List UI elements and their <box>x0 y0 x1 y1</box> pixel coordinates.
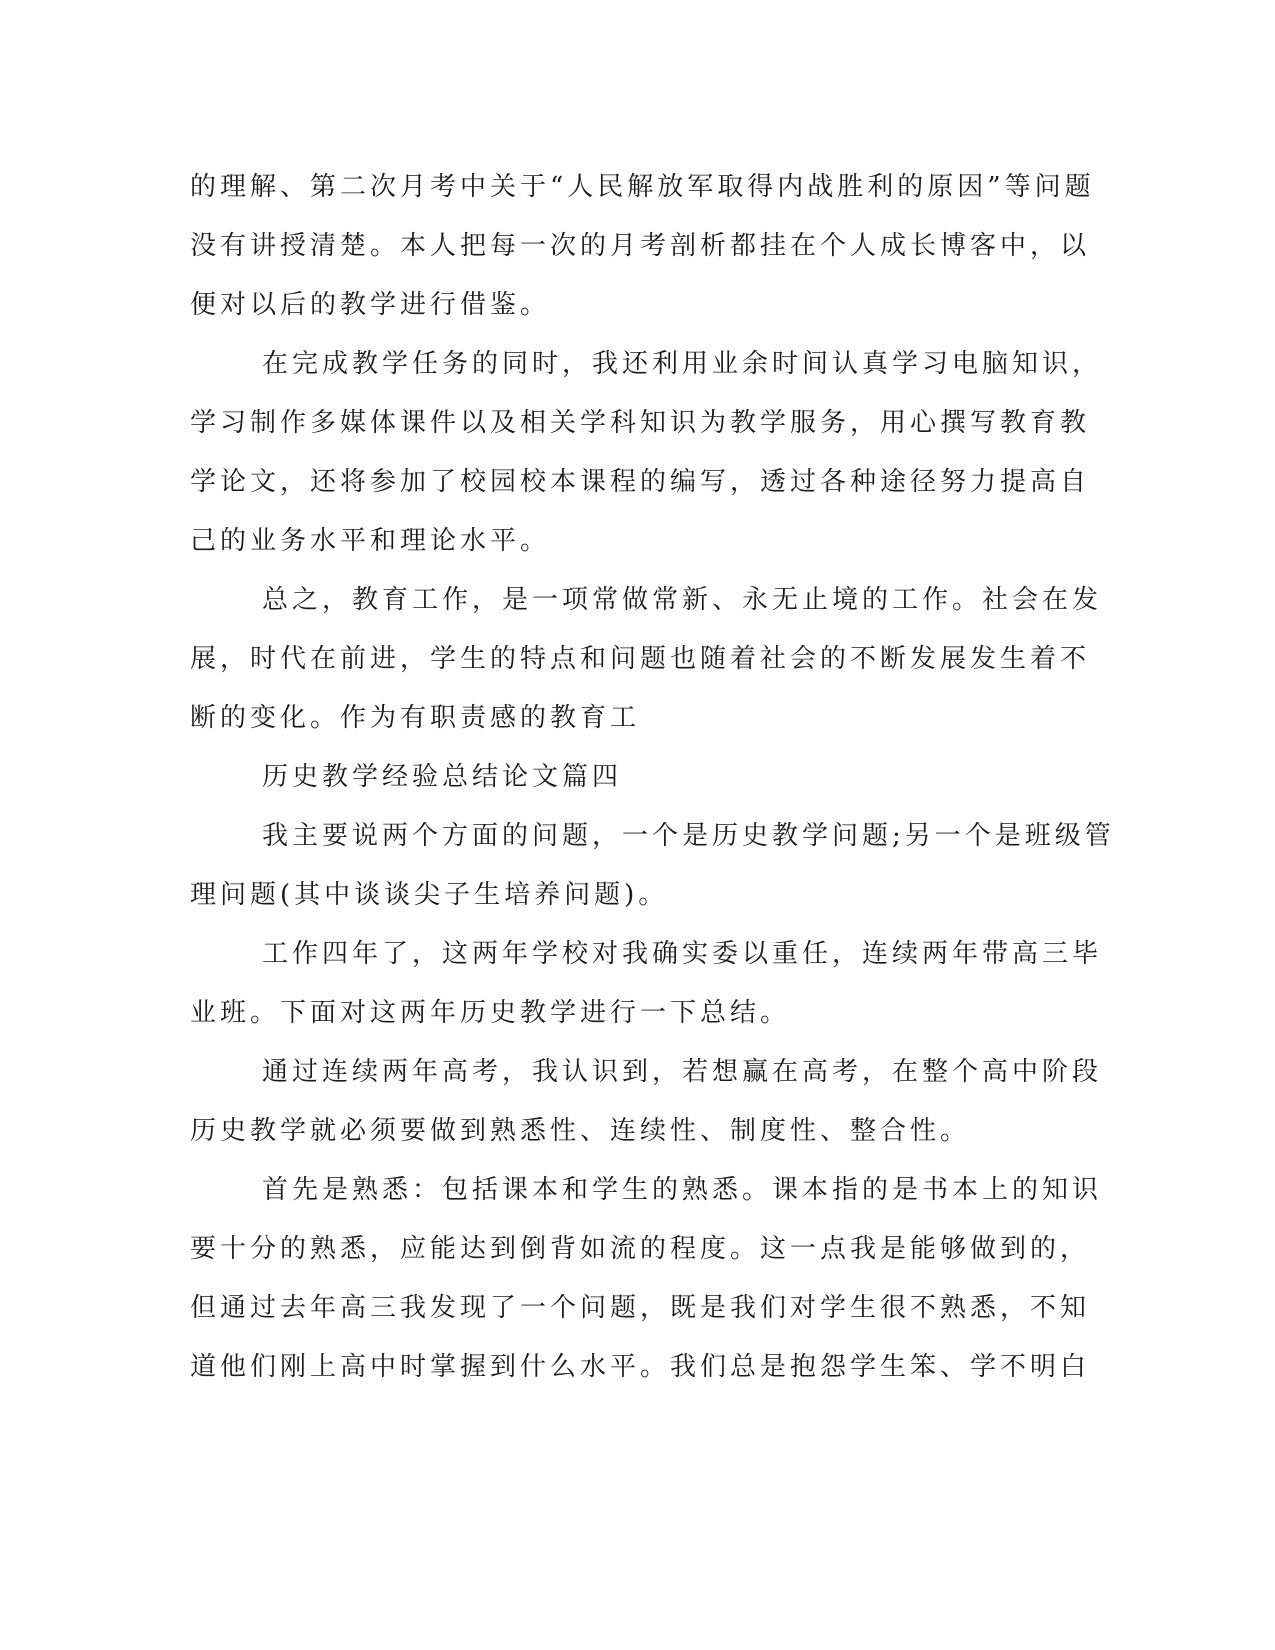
text-line-20: 但通过去年高三我发现了一个问题，既是我们对学生很不熟悉，不知 <box>190 1293 1091 1323</box>
text-line-16: 通过连续两年高考，我认识到，若想赢在高考，在整个高中阶段 <box>262 1057 1103 1087</box>
text-line-13: 理问题(其中谈谈尖子生培养问题)。 <box>190 880 669 910</box>
text-line-12: 我主要说两个方面的问题，一个是历史教学问题;另一个是班级管 <box>262 821 1115 851</box>
text-line-1: 的理解、第二次月考中关于“人民解放军取得内战胜利的原因”等问题 <box>190 172 1095 202</box>
text-line-8: 总之，教育工作，是一项常做常新、永无止境的工作。社会在发 <box>262 585 1103 615</box>
section-heading: 历史教学经验总结论文篇四 <box>262 762 623 792</box>
text-line-4: 在完成教学任务的同时，我还利用业余时间认真学习电脑知识， <box>262 349 1103 379</box>
text-line-7: 己的业务水平和理论水平。 <box>190 526 551 556</box>
text-line-18: 首先是熟悉：包括课本和学生的熟悉。课本指的是书本上的知识 <box>262 1175 1103 1205</box>
text-line-19: 要十分的熟悉，应能达到倒背如流的程度。这一点我是能够做到的， <box>190 1234 1091 1264</box>
text-line-15: 业班。下面对这两年历史教学进行一下总结。 <box>190 998 791 1028</box>
text-line-14: 工作四年了，这两年学校对我确实委以重任，连续两年带高三毕 <box>262 939 1103 969</box>
text-line-2: 没有讲授清楚。本人把每一次的月考剖析都挂在个人成长博客中，以 <box>190 231 1091 261</box>
text-line-5: 学习制作多媒体课件以及相关学科知识为教学服务，用心撰写教育教 <box>190 408 1091 438</box>
text-line-3: 便对以后的教学进行借鉴。 <box>190 290 551 320</box>
text-line-17: 历史教学就必须要做到熟悉性、连续性、制度性、整合性。 <box>190 1116 971 1146</box>
text-line-10: 断的变化。作为有职责感的教育工 <box>190 703 641 733</box>
text-line-9: 展，时代在前进，学生的特点和问题也随着社会的不断发展发生着不 <box>190 644 1091 674</box>
text-line-21: 道他们刚上高中时掌握到什么水平。我们总是抱怨学生笨、学不明白 <box>190 1352 1091 1382</box>
text-line-6: 学论文，还将参加了校园校本课程的编写，透过各种途径努力提高自 <box>190 467 1091 497</box>
